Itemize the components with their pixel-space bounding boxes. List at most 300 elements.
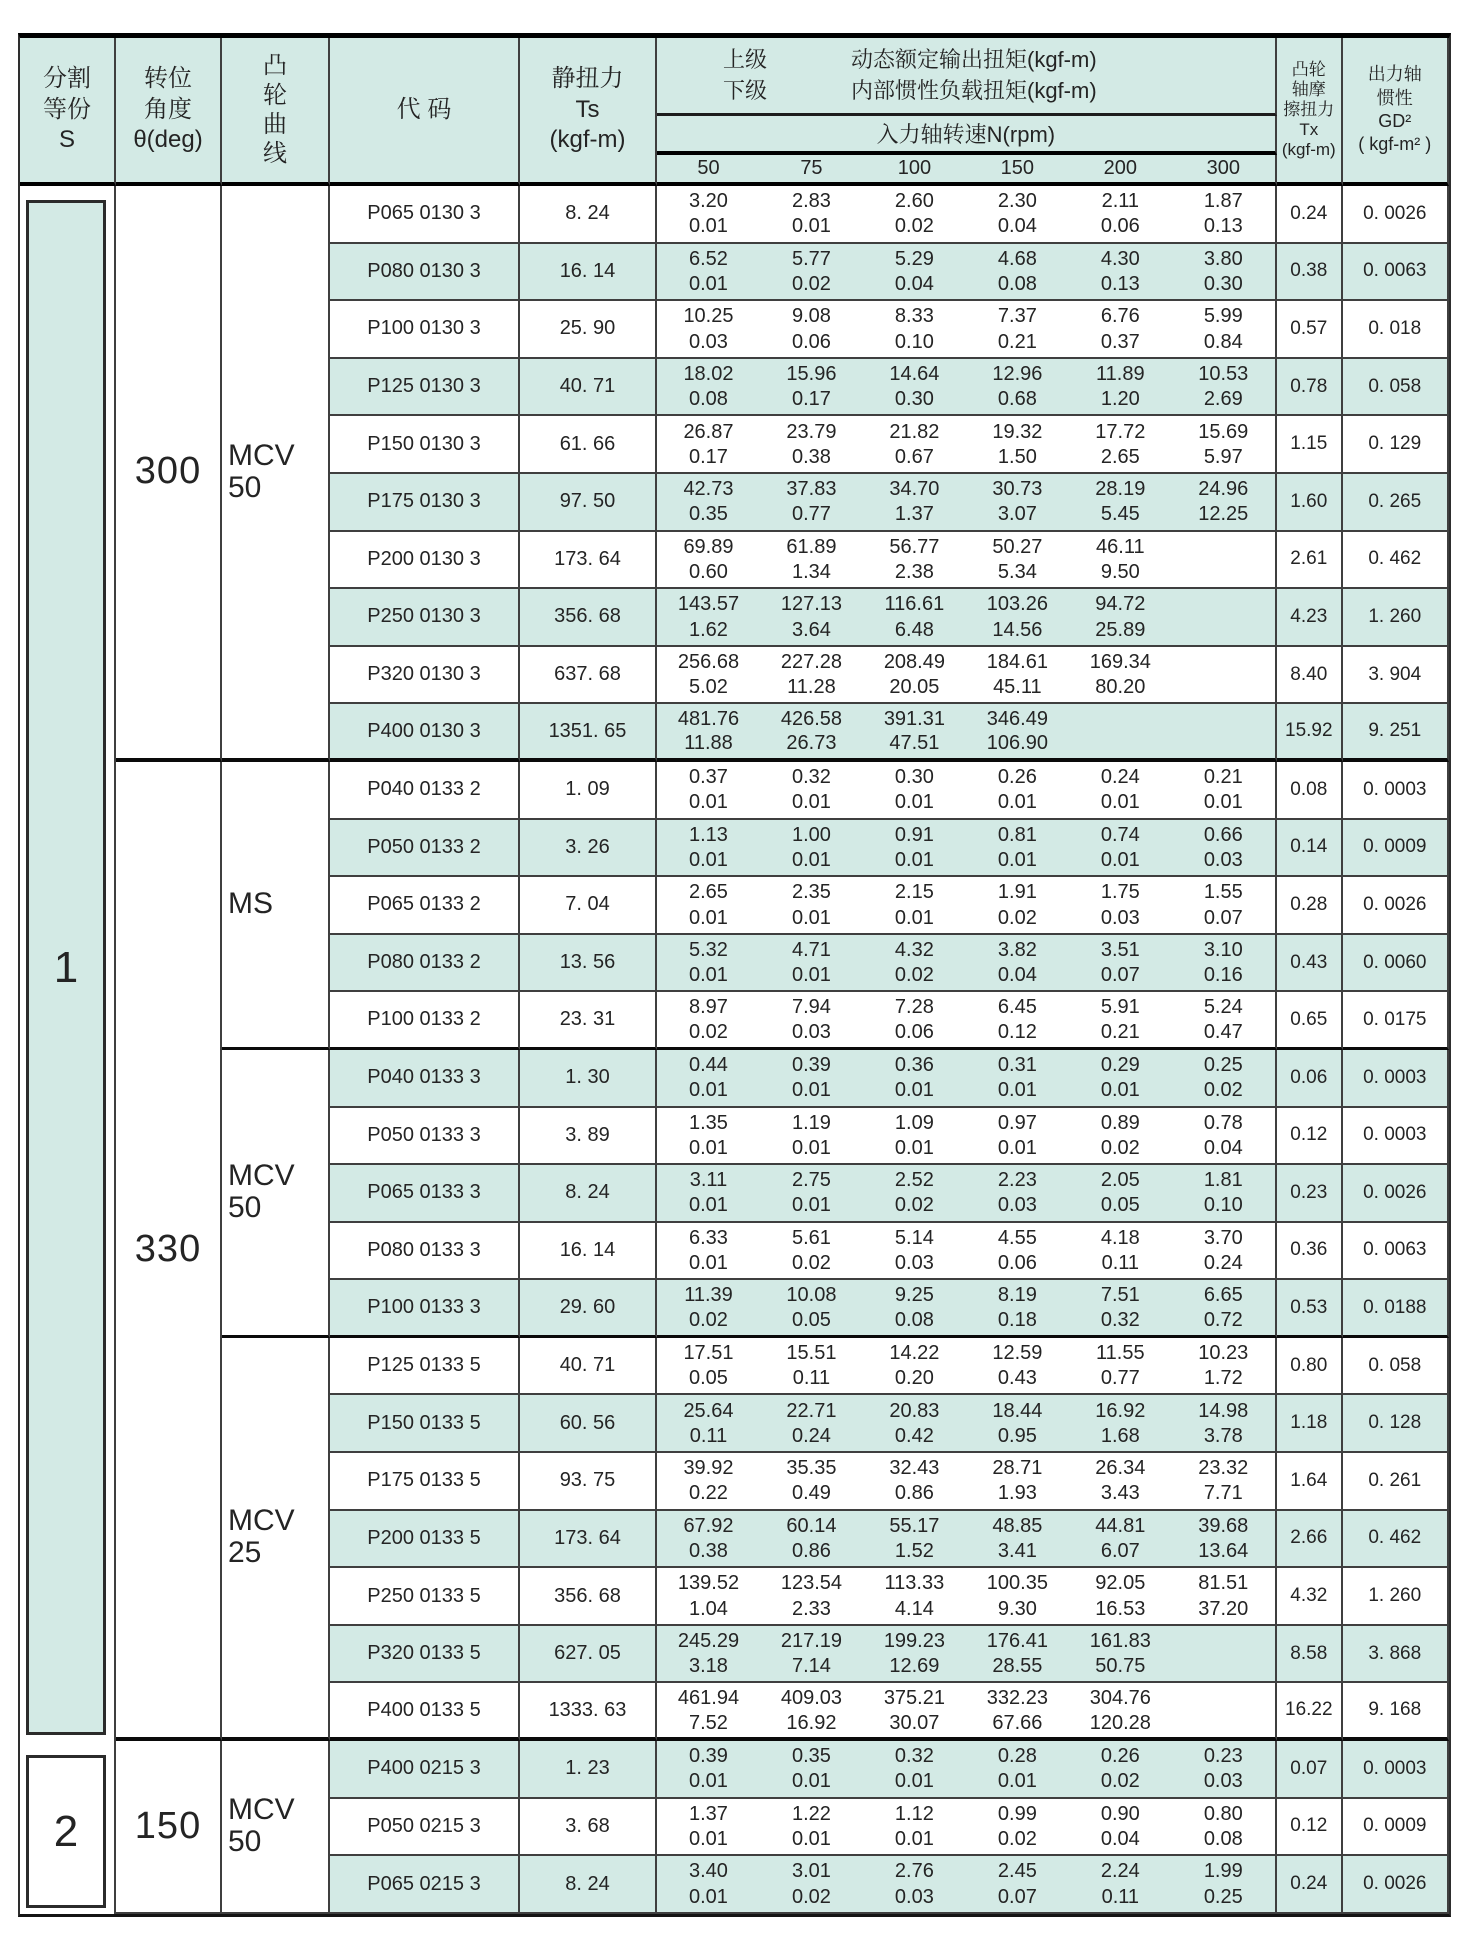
lower-torque-value: 20.05 [889, 676, 940, 699]
lower-torque-value: 0.32 [1100, 1309, 1140, 1331]
torque-pair [657, 1741, 760, 1797]
static-torque-cell: 1333. 63 [520, 1683, 657, 1741]
output-inertia-cell: 0. 0003 [1343, 762, 1449, 820]
upper-torque-value: 409.03 [780, 1686, 843, 1709]
lower-torque-value: 0.01 [689, 1885, 728, 1908]
torque-pair [760, 1511, 863, 1567]
torque-pair [760, 359, 863, 415]
torque-pair [760, 474, 863, 530]
torque-pair [1172, 877, 1275, 933]
static-torque-cell: 61. 66 [520, 416, 657, 474]
upper-torque-value: 0.91 [894, 823, 934, 846]
upper-torque-value: 69.89 [683, 535, 734, 558]
code-cell: P040 0133 3 [330, 1050, 520, 1108]
lower-torque-value: 0.01 [689, 215, 728, 238]
upper-torque-value: 184.61 [986, 650, 1048, 673]
upper-torque-value: 10.53 [1198, 362, 1249, 385]
upper-torque-value: 32.43 [889, 1457, 940, 1480]
upper-torque-value: 426.58 [780, 707, 843, 730]
torque-pair [1069, 301, 1172, 357]
lower-torque-value: 0.02 [791, 1252, 831, 1275]
lower-torque-value: 0.08 [997, 272, 1037, 295]
lower-torque-value: 0.02 [894, 1194, 934, 1217]
torque-values-cell [657, 532, 1277, 590]
friction-torque-cell: 0.07 [1277, 1741, 1343, 1799]
torque-values-cell [657, 935, 1277, 993]
output-inertia-cell: 0. 058 [1343, 359, 1449, 417]
upper-torque-value: 0.90 [1100, 1802, 1140, 1825]
torque-pair [966, 704, 1069, 758]
friction-torque-cell: 0.12 [1277, 1799, 1343, 1857]
lower-torque-value: 3.64 [791, 618, 831, 641]
torque-pair [760, 186, 863, 242]
output-inertia-cell: 0. 0003 [1343, 1050, 1449, 1108]
friction-torque-cell: 0.28 [1277, 877, 1343, 935]
torque-pair [657, 301, 760, 357]
lower-stage-desc: 内部惯性负载扭矩(kgf-m) [851, 77, 1097, 103]
upper-torque-value: 481.76 [677, 707, 740, 730]
torque-pair [760, 1165, 863, 1221]
upper-torque-value: 0.99 [997, 1802, 1037, 1825]
torque-pair [966, 877, 1069, 933]
code-cell: P400 0133 5 [330, 1683, 520, 1741]
friction-torque-cell: 0.53 [1277, 1280, 1343, 1338]
torque-pair [863, 416, 966, 472]
torque-pair [657, 359, 760, 415]
torque-pair [966, 1395, 1069, 1451]
torque-pair [657, 1453, 760, 1509]
upper-torque-value: 7.28 [894, 996, 934, 1019]
torque-values-cell [657, 762, 1277, 820]
torque-pair [966, 762, 1069, 818]
lower-torque-value: 0.01 [894, 1136, 934, 1159]
torque-values-cell [657, 301, 1277, 359]
upper-torque-value: 9.08 [791, 305, 831, 328]
angle-cell: 330 [116, 762, 222, 1741]
lower-torque-value: 0.02 [997, 1828, 1037, 1850]
lower-torque-value: 0.01 [791, 1136, 831, 1159]
header-static-torque: 静扭力 Ts (kgf-m) [520, 38, 657, 186]
code-cell: P250 0130 3 [330, 589, 520, 647]
friction-torque-cell: 1.18 [1277, 1395, 1343, 1453]
upper-torque-value: 0.89 [1100, 1111, 1140, 1134]
torque-pair [966, 244, 1069, 300]
curve-cell: MCV 50 [222, 1741, 330, 1914]
torque-pair [1069, 877, 1172, 933]
upper-torque-value: 94.72 [1095, 593, 1146, 616]
upper-torque-value: 3.11 [689, 1169, 728, 1192]
output-inertia-cell: 0. 0003 [1343, 1741, 1449, 1799]
friction-torque-cell: 2.66 [1277, 1511, 1343, 1569]
torque-pair [657, 877, 760, 933]
torque-pair [1172, 1165, 1275, 1221]
torque-pair [1172, 1223, 1275, 1279]
upper-torque-value: 18.02 [683, 362, 734, 385]
torque-pair [966, 1626, 1069, 1682]
lower-torque-value: 0.01 [791, 906, 831, 929]
lower-torque-value: 0.17 [689, 445, 728, 468]
torque-pair [966, 1568, 1069, 1624]
output-inertia-cell: 0. 0009 [1343, 820, 1449, 878]
torque-pair [760, 301, 863, 357]
upper-torque-value: 304.76 [1089, 1686, 1151, 1709]
lower-torque-value: 0.11 [1101, 1252, 1140, 1275]
torque-pair [760, 1568, 863, 1624]
s-section-box [26, 1755, 106, 1908]
upper-torque-value: 4.32 [894, 938, 934, 961]
upper-torque-value: 6.52 [689, 247, 728, 270]
upper-torque-value: 0.30 [894, 766, 934, 789]
output-inertia-cell: 0. 058 [1343, 1338, 1449, 1396]
torque-pair [1172, 1683, 1275, 1737]
output-inertia-cell: 9. 251 [1343, 704, 1449, 762]
header-code: 代 码 [330, 38, 520, 186]
torque-pair [966, 301, 1069, 357]
upper-torque-value: 1.12 [894, 1802, 934, 1825]
torque-pair [760, 1741, 863, 1797]
upper-torque-value: 346.49 [986, 707, 1048, 730]
upper-torque-value: 17.72 [1095, 420, 1146, 443]
lower-torque-value: 0.01 [894, 1828, 934, 1850]
upper-torque-value: 39.92 [683, 1457, 734, 1480]
lower-torque-value: 12.69 [889, 1655, 940, 1678]
static-torque-cell: 3. 89 [520, 1108, 657, 1166]
upper-torque-value: 8.19 [997, 1284, 1037, 1307]
friction-torque-cell: 1.15 [1277, 416, 1343, 474]
upper-torque-value: 208.49 [883, 650, 945, 673]
torque-pair [966, 1856, 1069, 1912]
lower-torque-value: 0.02 [1203, 1079, 1243, 1102]
lower-torque-value: 0.21 [1100, 1021, 1140, 1044]
lower-torque-value: 1.50 [997, 445, 1037, 468]
upper-torque-value: 22.71 [786, 1399, 837, 1422]
torque-pair [657, 1511, 760, 1567]
curve-cell: MCV 50 [222, 1050, 330, 1338]
torque-pair [760, 244, 863, 300]
lower-torque-value: 0.77 [791, 503, 831, 526]
static-torque-cell: 1. 09 [520, 762, 657, 820]
torque-pair [966, 1453, 1069, 1509]
friction-torque-cell: 0.78 [1277, 359, 1343, 417]
lower-torque-value: 16.92 [786, 1711, 837, 1734]
code-cell: P125 0130 3 [330, 359, 520, 417]
lower-torque-value: 0.10 [894, 330, 934, 353]
angle-cell: 150 [116, 1741, 222, 1914]
upper-torque-value: 18.44 [992, 1399, 1043, 1422]
static-torque-cell: 173. 64 [520, 1511, 657, 1569]
torque-pair [1172, 474, 1275, 530]
lower-torque-value: 0.01 [689, 1136, 728, 1159]
static-torque-cell: 25. 90 [520, 301, 657, 359]
torque-pair [966, 1741, 1069, 1797]
torque-pair [863, 992, 966, 1047]
lower-torque-value: 0.04 [894, 272, 934, 295]
torque-pair [1069, 244, 1172, 300]
upper-torque-value: 3.10 [1203, 938, 1243, 961]
torque-pair [1069, 1280, 1172, 1335]
upper-torque-value: 5.61 [791, 1226, 831, 1249]
torque-pair [657, 1223, 760, 1279]
lower-torque-value: 0.13 [1203, 215, 1243, 238]
lower-torque-value: 0.04 [997, 964, 1037, 987]
upper-torque-value: 1.35 [689, 1111, 728, 1134]
torque-pair [1069, 1856, 1172, 1912]
lower-torque-value: 0.02 [791, 1885, 831, 1908]
upper-torque-value: 0.44 [689, 1054, 728, 1077]
torque-pair [863, 301, 966, 357]
torque-pair [1172, 301, 1275, 357]
upper-torque-value: 2.75 [791, 1169, 831, 1192]
output-inertia-cell: 0. 0003 [1343, 1108, 1449, 1166]
torque-pair [760, 935, 863, 991]
upper-torque-value: 139.52 [677, 1572, 740, 1595]
upper-torque-value: 1.00 [791, 823, 831, 846]
torque-pair [1172, 992, 1275, 1047]
torque-pair [863, 1395, 966, 1451]
lower-torque-value: 0.01 [791, 215, 831, 238]
torque-pair [760, 1799, 863, 1855]
torque-values-cell [657, 1165, 1277, 1223]
torque-pair [1069, 1799, 1172, 1855]
torque-pair [1069, 359, 1172, 415]
upper-torque-value: 1.91 [997, 881, 1037, 904]
output-inertia-cell: 0. 0009 [1343, 1799, 1449, 1857]
torque-pair [966, 935, 1069, 991]
torque-pair [657, 1683, 760, 1737]
rpm-col-label: 100 [897, 157, 932, 179]
upper-torque-value: 2.52 [894, 1169, 934, 1192]
friction-torque-cell: 4.23 [1277, 589, 1343, 647]
upper-torque-value: 28.71 [992, 1457, 1043, 1480]
upper-torque-value: 4.71 [791, 938, 831, 961]
lower-legend-row [681, 76, 1275, 106]
upper-torque-value: 6.65 [1203, 1284, 1243, 1307]
lower-torque-value: 3.78 [1203, 1424, 1243, 1447]
upper-stage-label: 上级 [722, 47, 767, 73]
lower-torque-value: 16.53 [1095, 1597, 1146, 1620]
upper-torque-value: 3.20 [689, 190, 728, 213]
torque-pair [863, 1683, 966, 1737]
lower-torque-value: 11.88 [684, 732, 733, 755]
torque-pair [1172, 1338, 1275, 1394]
torque-pair [966, 359, 1069, 415]
lower-torque-value: 0.24 [791, 1424, 831, 1447]
torque-values-cell [657, 589, 1277, 647]
lower-torque-value: 0.03 [689, 330, 728, 353]
lower-torque-value: 9.50 [1100, 560, 1140, 583]
torque-pair [863, 1799, 966, 1855]
upper-torque-value: 0.35 [791, 1745, 831, 1768]
upper-torque-value: 48.85 [992, 1514, 1043, 1537]
lower-torque-value: 0.22 [689, 1482, 728, 1505]
upper-torque-value: 4.68 [997, 247, 1037, 270]
lower-torque-value: 1.04 [689, 1597, 728, 1620]
lower-torque-value: 0.01 [1203, 791, 1243, 814]
torque-pair [966, 1338, 1069, 1394]
upper-torque-value: 8.33 [894, 305, 934, 328]
upper-torque-value: 103.26 [986, 593, 1048, 616]
torque-pair [1172, 1856, 1275, 1912]
torque-pair [1172, 1395, 1275, 1451]
code-cell: P080 0133 2 [330, 935, 520, 993]
upper-torque-value: 60.14 [786, 1514, 837, 1537]
output-inertia-cell: 0. 129 [1343, 416, 1449, 474]
torque-pair [1069, 935, 1172, 991]
lower-torque-value: 0.38 [791, 445, 831, 468]
lower-torque-value: 5.02 [689, 676, 728, 699]
code-cell: P065 0215 3 [330, 1856, 520, 1914]
upper-torque-value: 2.76 [894, 1860, 934, 1883]
code-cell: P150 0130 3 [330, 416, 520, 474]
lower-stage-label: 下级 [722, 77, 767, 103]
friction-torque-cell: 0.38 [1277, 244, 1343, 302]
upper-torque-value: 1.19 [791, 1111, 831, 1134]
lower-torque-value: 0.01 [689, 1252, 728, 1275]
upper-torque-value: 332.23 [986, 1686, 1048, 1709]
lower-torque-value: 0.25 [1203, 1885, 1243, 1908]
output-inertia-cell: 0. 0026 [1343, 186, 1449, 244]
lower-torque-value: 0.01 [689, 964, 728, 987]
lower-torque-value: 0.12 [997, 1021, 1037, 1044]
output-inertia-cell: 0. 462 [1343, 532, 1449, 590]
lower-torque-value: 0.10 [1203, 1194, 1243, 1217]
lower-torque-value: 25.89 [1095, 618, 1146, 641]
torque-pair [1069, 1395, 1172, 1451]
output-inertia-cell: 1. 260 [1343, 1568, 1449, 1626]
lower-torque-value: 0.02 [791, 272, 831, 295]
upper-torque-value: 1.99 [1203, 1860, 1243, 1883]
upper-torque-value: 20.83 [889, 1399, 940, 1422]
code-cell: P400 0215 3 [330, 1741, 520, 1799]
lower-torque-value: 1.37 [894, 503, 934, 526]
static-torque-cell: 1. 30 [520, 1050, 657, 1108]
torque-values-cell [657, 704, 1277, 762]
upper-torque-value: 24.96 [1198, 478, 1249, 501]
torque-pair [760, 532, 863, 588]
upper-torque-value: 61.89 [786, 535, 837, 558]
upper-torque-value: 0.81 [997, 823, 1037, 846]
code-cell: P200 0133 5 [330, 1511, 520, 1569]
torque-pair [657, 762, 760, 818]
lower-torque-value: 0.01 [689, 1770, 728, 1793]
torque-pair [760, 1856, 863, 1912]
s-section-label: 1 [53, 942, 79, 992]
torque-values-cell [657, 1395, 1277, 1453]
lower-torque-value: 3.41 [997, 1540, 1037, 1563]
static-torque-cell: 627. 05 [520, 1626, 657, 1684]
upper-torque-value: 5.99 [1203, 305, 1243, 328]
torque-values-cell [657, 1683, 1277, 1741]
lower-torque-value: 0.03 [1203, 848, 1243, 871]
curve-cell: MS [222, 762, 330, 1050]
lower-torque-value: 0.11 [1101, 1885, 1140, 1908]
torque-pair [657, 186, 760, 242]
torque-pair [760, 1280, 863, 1335]
static-torque-cell: 16. 14 [520, 1223, 657, 1281]
upper-torque-value: 0.74 [1100, 823, 1140, 846]
upper-torque-value: 6.76 [1100, 305, 1140, 328]
torque-pair [760, 1223, 863, 1279]
torque-pair [1172, 1050, 1275, 1106]
friction-torque-cell: 0.14 [1277, 820, 1343, 878]
upper-torque-value: 5.91 [1100, 996, 1140, 1019]
upper-torque-value: 46.11 [1096, 535, 1145, 558]
static-torque-cell: 29. 60 [520, 1280, 657, 1338]
upper-torque-value: 3.80 [1203, 247, 1243, 270]
upper-torque-value: 123.54 [780, 1572, 843, 1595]
upper-torque-value: 169.34 [1089, 650, 1151, 673]
upper-torque-value: 0.37 [689, 766, 728, 789]
static-torque-cell: 173. 64 [520, 532, 657, 590]
spec-table-grid [20, 38, 1449, 1914]
spec-table [18, 33, 1451, 1917]
static-torque-cell: 637. 68 [520, 647, 657, 705]
torque-pair [657, 1280, 760, 1335]
torque-pair [760, 820, 863, 876]
output-inertia-cell: 0. 0026 [1343, 877, 1449, 935]
rpm-col-label: 50 [697, 157, 720, 179]
upper-torque-value: 26.34 [1095, 1457, 1146, 1480]
lower-torque-value: 0.05 [1100, 1194, 1140, 1217]
output-inertia-cell: 0. 261 [1343, 1453, 1449, 1511]
upper-torque-value: 10.23 [1198, 1342, 1249, 1365]
lower-torque-value: 0.42 [894, 1424, 934, 1447]
torque-pair [1172, 1568, 1275, 1624]
code-cell: P150 0133 5 [330, 1395, 520, 1453]
upper-torque-value: 1.81 [1203, 1169, 1243, 1192]
friction-torque-cell: 0.80 [1277, 1338, 1343, 1396]
s-section-label: 2 [53, 1806, 79, 1856]
lower-torque-value: 0.01 [791, 964, 831, 987]
torque-values-cell [657, 359, 1277, 417]
lower-torque-value: 1.93 [997, 1482, 1037, 1505]
torque-pair [1069, 1683, 1172, 1737]
torque-pair [863, 1050, 966, 1106]
friction-torque-cell: 0.24 [1277, 186, 1343, 244]
lower-torque-value: 0.01 [997, 791, 1037, 814]
torque-pair [657, 1856, 760, 1912]
upper-torque-value: 9.25 [894, 1284, 934, 1307]
torque-pair [863, 1511, 966, 1567]
lower-torque-value: 0.01 [791, 791, 831, 814]
lower-torque-value: 1.62 [689, 618, 728, 641]
torque-pair [1069, 1568, 1172, 1624]
upper-torque-value: 39.68 [1198, 1514, 1249, 1537]
torque-pair [966, 992, 1069, 1047]
output-inertia-cell: 0. 0060 [1343, 935, 1449, 993]
torque-pair [657, 532, 760, 588]
header-torque-legend [657, 38, 1277, 116]
code-cell: P320 0133 5 [330, 1626, 520, 1684]
static-torque-cell: 3. 68 [520, 1799, 657, 1857]
upper-torque-value: 199.23 [883, 1630, 945, 1653]
lower-torque-value: 0.02 [997, 906, 1037, 929]
torque-values-cell [657, 1568, 1277, 1626]
lower-torque-value: 4.14 [894, 1597, 934, 1620]
torque-pair [760, 1626, 863, 1682]
upper-torque-value: 256.68 [677, 650, 740, 673]
lower-torque-value: 0.04 [1100, 1828, 1140, 1850]
output-inertia-cell: 9. 168 [1343, 1683, 1449, 1741]
torque-pair [760, 647, 863, 703]
torque-values-cell [657, 1511, 1277, 1569]
torque-pair [966, 532, 1069, 588]
lower-torque-value: 0.72 [1203, 1309, 1243, 1331]
code-cell: P040 0133 2 [330, 762, 520, 820]
lower-torque-value: 0.04 [997, 215, 1037, 238]
lower-torque-value: 2.38 [894, 560, 934, 583]
upper-torque-value: 15.96 [786, 362, 837, 385]
